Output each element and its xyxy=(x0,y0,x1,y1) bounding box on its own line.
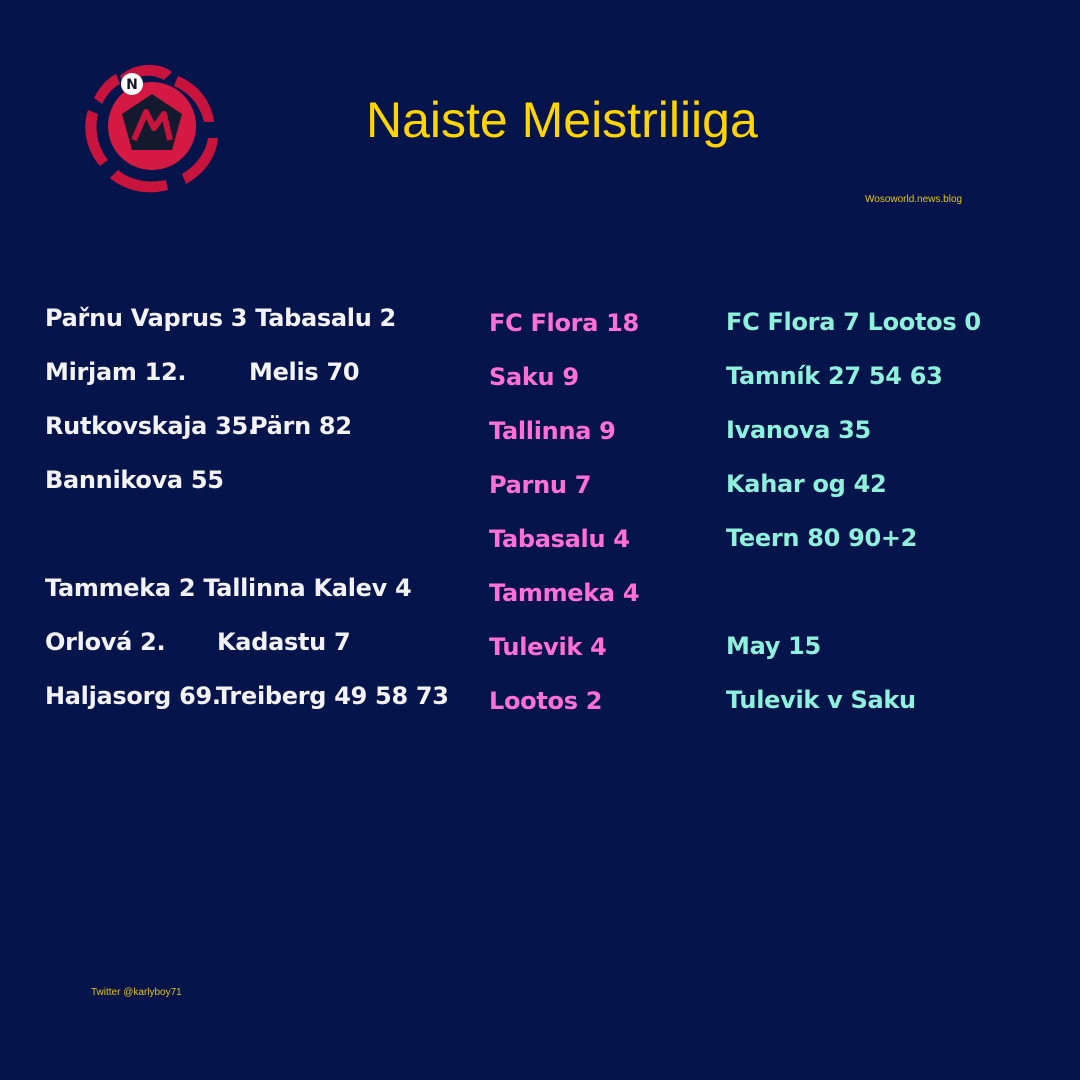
featured-match-scorer: Tamník 27 54 63 xyxy=(726,362,943,390)
table-row: Parnu 7 xyxy=(489,471,592,499)
table-row: Saku 9 xyxy=(489,363,579,391)
twitter-credit: Twitter @karlyboy71 xyxy=(91,987,182,998)
next-fixture-date: May 15 xyxy=(726,632,821,660)
match2-home-scorer: Orlová 2. xyxy=(45,628,166,656)
table-row: FC Flora 18 xyxy=(489,309,639,337)
featured-match-scorer: Teern 80 90+2 xyxy=(726,524,918,552)
page-title: Naiste Meistriliiga xyxy=(366,92,758,148)
match1-home-scorer: Bannikova 55 xyxy=(45,466,224,494)
site-credit: Wosoworld.news.blog xyxy=(865,194,963,205)
match2-away-scorer: Treiberg 49 58 73 xyxy=(216,682,449,710)
match2-home-scorer: Haljasorg 69. xyxy=(45,682,221,710)
match1-away-scorer: Pärn 82 xyxy=(250,412,352,440)
match2-away-scorer: Kadastu 7 xyxy=(217,628,351,656)
table-row: Tammeka 4 xyxy=(489,579,640,607)
table-row: Lootos 2 xyxy=(489,687,603,715)
logo-letter: N xyxy=(126,77,138,93)
featured-match-scorer: Kahar og 42 xyxy=(726,470,887,498)
table-row: Tulevik 4 xyxy=(489,633,607,661)
match1-away-scorer: Melis 70 xyxy=(249,358,360,386)
league-logo-icon xyxy=(80,58,222,194)
featured-match-scorer: Ivanova 35 xyxy=(726,416,871,444)
table-row: Tabasalu 4 xyxy=(489,525,630,553)
table-row: Tallinna 9 xyxy=(489,417,616,445)
featured-match-score: FC Flora 7 Lootos 0 xyxy=(726,308,981,336)
match1-home-scorer: Rutkovskaja 35. xyxy=(45,412,257,440)
match2-score: Tammeka 2 Tallinna Kalev 4 xyxy=(45,574,412,602)
next-fixture: Tulevik v Saku xyxy=(726,686,916,714)
match1-home-scorer: Mirjam 12. xyxy=(45,358,187,386)
match1-score: Pařnu Vaprus 3 Tabasalu 2 xyxy=(45,304,396,332)
